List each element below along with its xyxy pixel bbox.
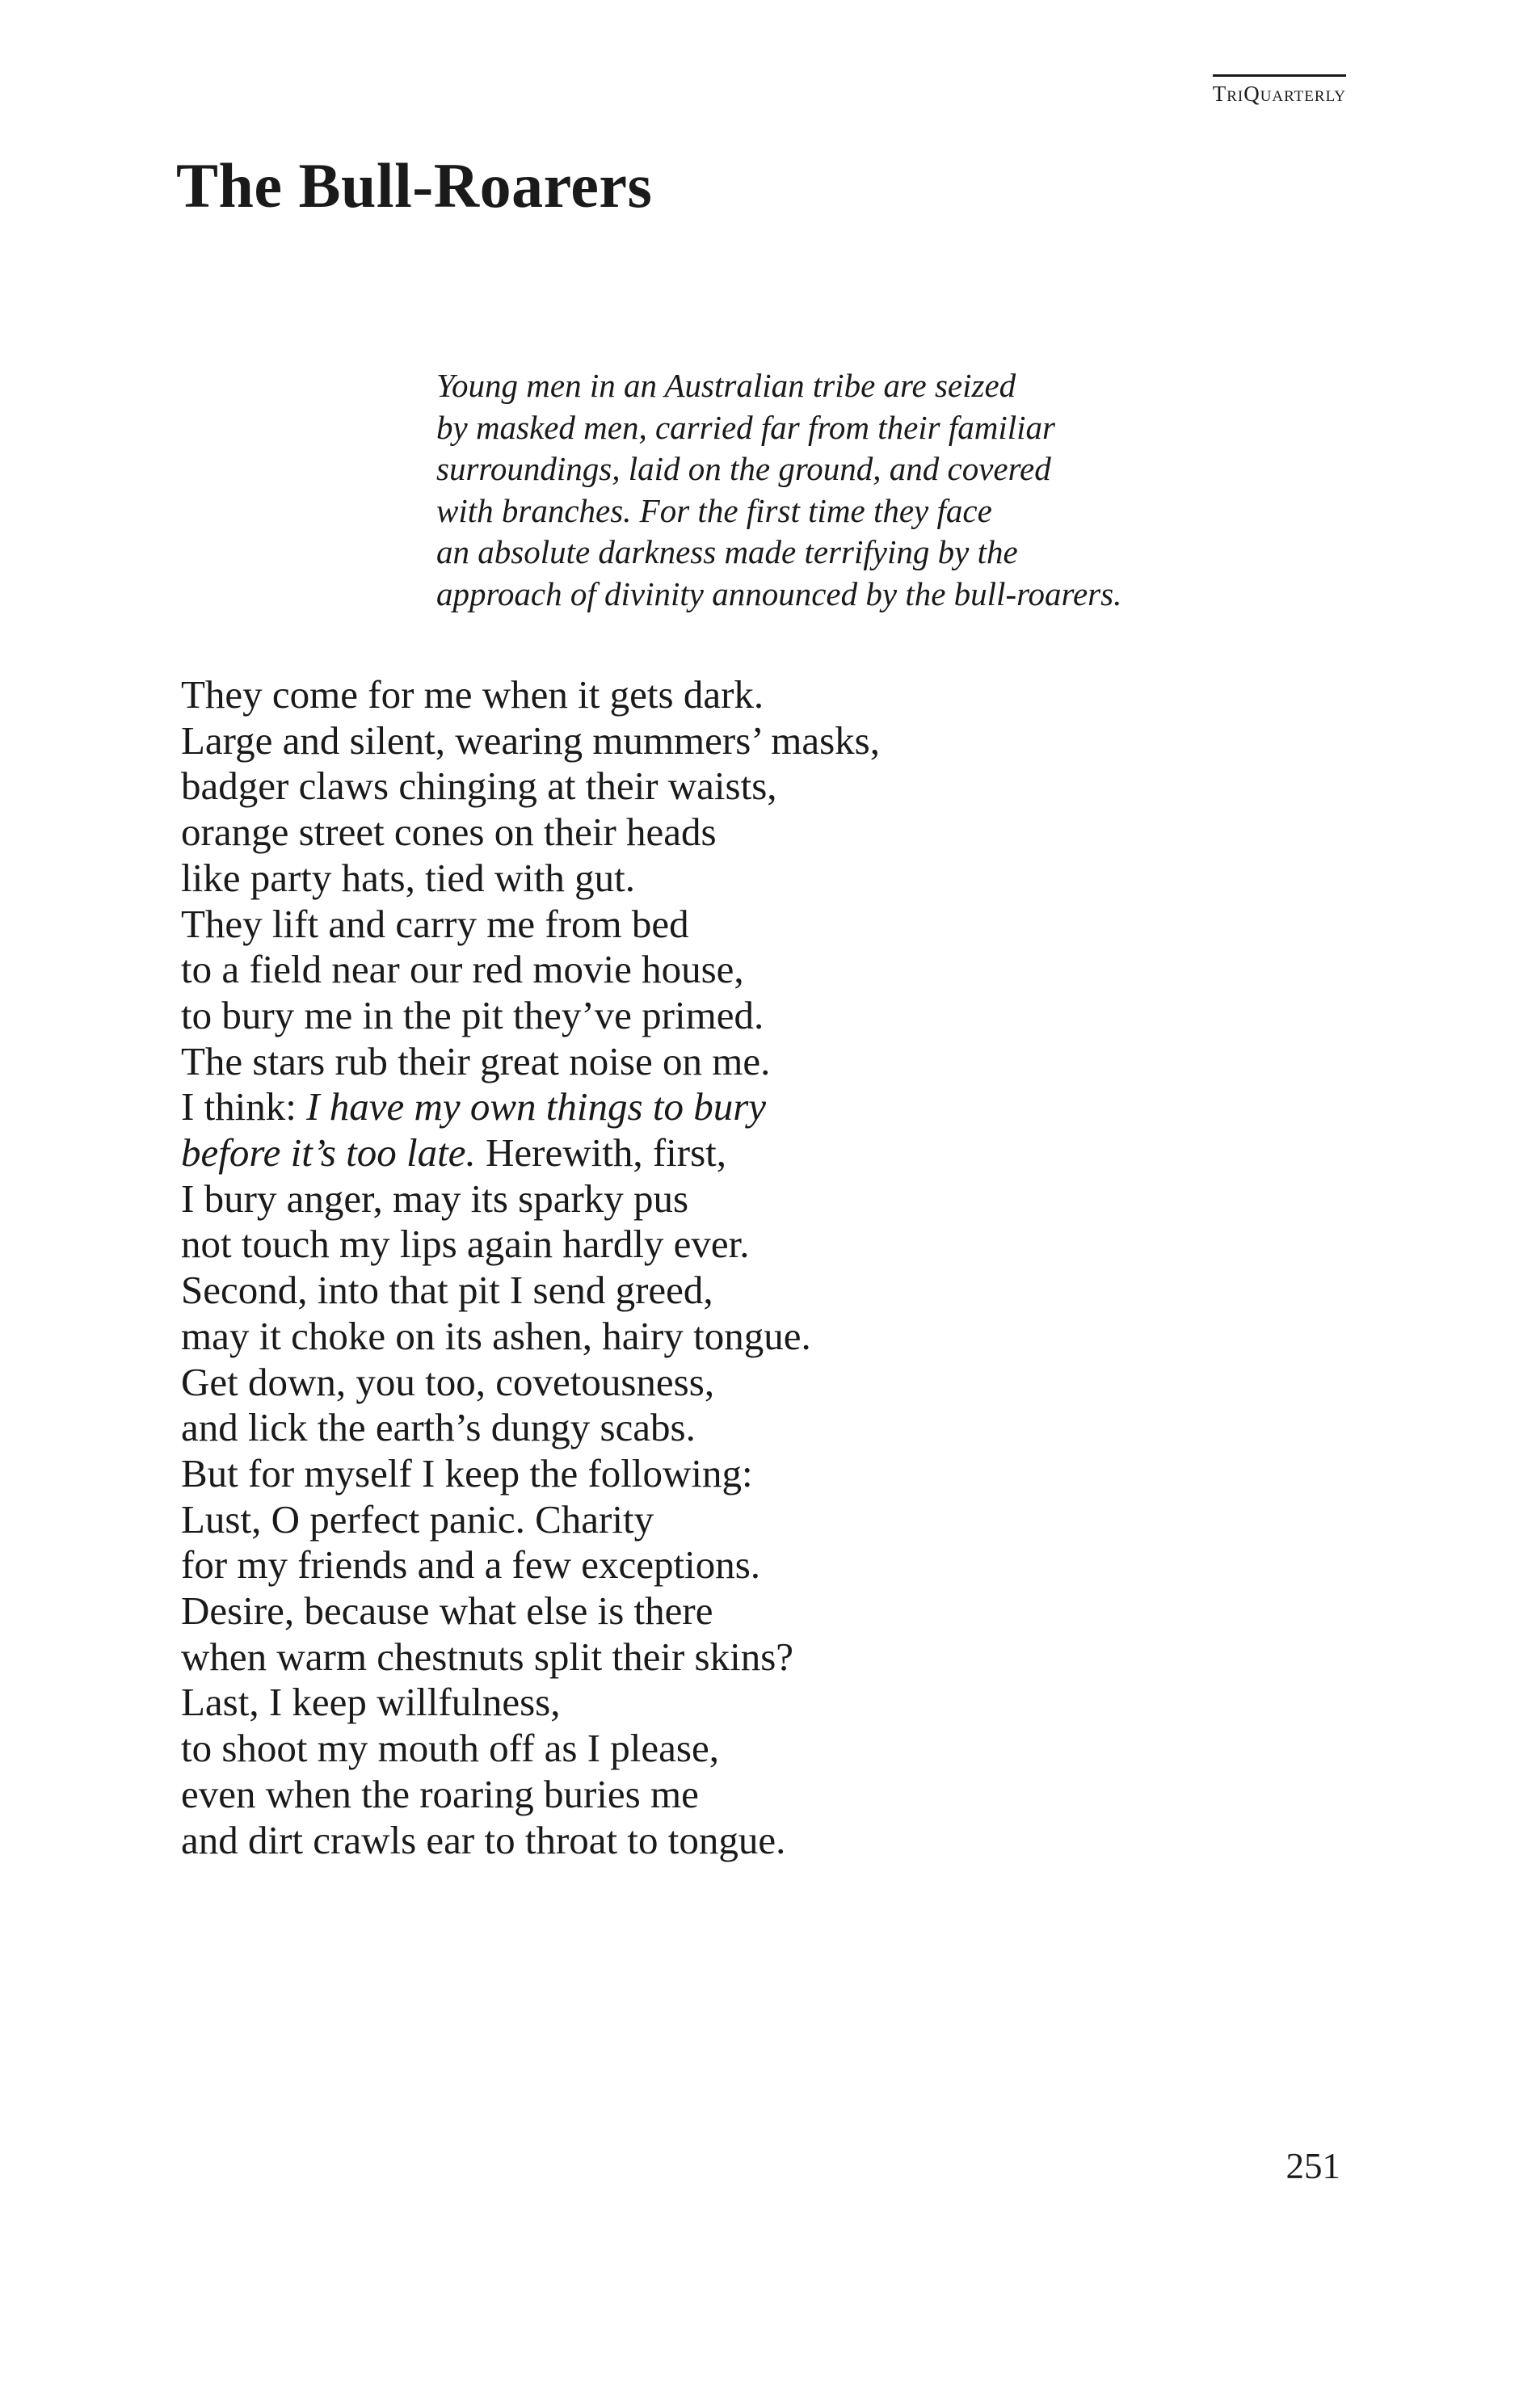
- poem-title: The Bull-Roarers: [176, 150, 653, 221]
- poem-line: and dirt crawls ear to throat to tongue.: [181, 1817, 786, 1862]
- epigraph: [436, 365, 1365, 615]
- poem-line: Second, into that pit I send greed,: [181, 1268, 713, 1313]
- poem-line: and lick the earth’s dungy scabs.: [181, 1405, 696, 1450]
- poem-line: Get down, you too, covetousness,: [181, 1359, 715, 1404]
- poem-line: for my friends and a few exceptions.: [181, 1542, 761, 1588]
- poem-line-text: I think:: [181, 1084, 307, 1130]
- epigraph-line: surroundings, laid on the ground, and covered: [436, 450, 1051, 487]
- poem-body: [181, 672, 1312, 1863]
- poem-line: Large and silent, wearing mummers’ masks,: [181, 717, 880, 763]
- poem-line: [181, 1130, 1312, 1176]
- poem-line-italic: before it’s too late.: [181, 1130, 476, 1176]
- poem-line: orange street cones on their heads: [181, 810, 717, 855]
- poem-line: Lust, O perfect panic. Charity: [181, 1496, 654, 1542]
- epigraph-line: with branches. For the first time they face: [436, 491, 992, 529]
- poem-line-italic: I have my own things to bury: [306, 1084, 767, 1130]
- poem-line: Last, I keep willfulness,: [181, 1680, 561, 1725]
- poem-line-text: Herewith, first,: [475, 1130, 726, 1176]
- poem-line: may it choke on its ashen, hairy tongue.: [181, 1313, 811, 1358]
- poem-line: like party hats, tied with gut.: [181, 855, 636, 900]
- poem-line: not touch my lips again hardly ever.: [181, 1222, 750, 1267]
- poem-line: to bury me in the pit they’ve primed.: [181, 992, 764, 1037]
- poem-line: when warm chestnuts split their skins?: [181, 1634, 794, 1679]
- poem-line: badger claws chinging at their waists,: [181, 764, 777, 809]
- poem-line: I bury anger, may its sparky pus: [181, 1176, 689, 1221]
- poem-line: to shoot my mouth off as I please,: [181, 1726, 719, 1771]
- poem-line: They lift and carry me from bed: [181, 901, 689, 946]
- poem-line: The stars rub their great noise on me.: [181, 1038, 771, 1083]
- poem-line: They come for me when it gets dark.: [181, 672, 764, 717]
- epigraph-line: approach of divinity announced by the bull-roarers.: [436, 574, 1122, 612]
- page-number: 251: [1285, 2146, 1340, 2186]
- running-head: TriQuarterly: [1213, 74, 1346, 107]
- poem-line: to a field near our red movie house,: [181, 947, 744, 992]
- poem-line: Desire, because what else is there: [181, 1588, 713, 1634]
- epigraph-line: Young men in an Australian tribe are seized: [436, 367, 1016, 404]
- poem-line: But for myself I keep the following:: [181, 1450, 753, 1495]
- poem-line: even when the roaring buries me: [181, 1771, 699, 1816]
- epigraph-line: by masked men, carried far from their familiar: [436, 408, 1056, 446]
- epigraph-line: an absolute darkness made terrifying by the: [436, 533, 1018, 570]
- poem-line: [181, 1084, 1312, 1130]
